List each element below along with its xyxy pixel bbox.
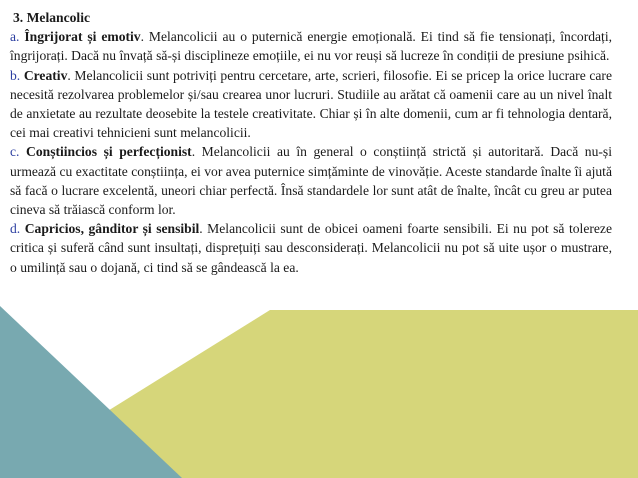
section-a-term: Îngrijorat și emotiv [24,29,141,45]
section-b-term: Creativ [23,67,68,83]
section-d [10,219,612,277]
section-a [10,27,612,65]
section-b [10,66,612,143]
section-a-body: . Melancolicii au o puternică energie emoțională. Ei tind să fie tensionați, încordați, îngrijorați. Dacă nu învață să-și disciplineze emoțiile, ei nu vor reuși să lucreze în condiții de presiune psihică. [10,29,612,64]
section-d-marker: d. [10,221,21,237]
section-b-body: . Melancolicii sunt potriviți pentru cercetare, arte, scrieri, filosofie. Ei se pricep la orice lucrare care necesită rezolvarea problemelor și/sau crearea unor lucruri. Studiile au arătat că oamenii care au un nivel înalt de anxietate au rezultate deosebite la testele creativitate. Chiar și în alte domenii, cum ar fi tehnologia dentară, cei mai creativi tehnicieni sunt melancolicii. [10,67,612,141]
section-c-term: Conștiincios și perfecționist [26,144,192,160]
section-b-marker: b. [10,67,21,83]
section-d-term: Capricios, gânditor și sensibil [24,221,200,237]
section-c-marker: c. [10,144,20,160]
section-c-body: . Melancolicii au în general o conștiință strictă și autoritară. Dacă nu-și urmează cu exactitate conștiința, ei vor avea puternice simțăminte de vinovăție. Aceste standarde înalte îi ajută să facă o lucrare excelentă, uneori chiar perfectă. Însă standardele lor sunt atât de înalte, încât cu greu ar putea cineva să trăiască conform lor. [10,144,612,218]
slide-heading: 3. Melancolic [13,10,91,25]
section-c [10,142,612,219]
section-a-marker: a. [10,29,20,45]
slide-text [10,8,612,277]
section-d-body: . Melancolicii sunt de obicei oameni foarte sensibili. Ei nu pot să tolereze critica și suferă când sunt insultați, disprețuiți sau desconsiderați. Melancolicii nu pot să uite ușor o mustrare, o umilință sau o dojană, ci tind să se gândească la ea. [10,221,612,275]
